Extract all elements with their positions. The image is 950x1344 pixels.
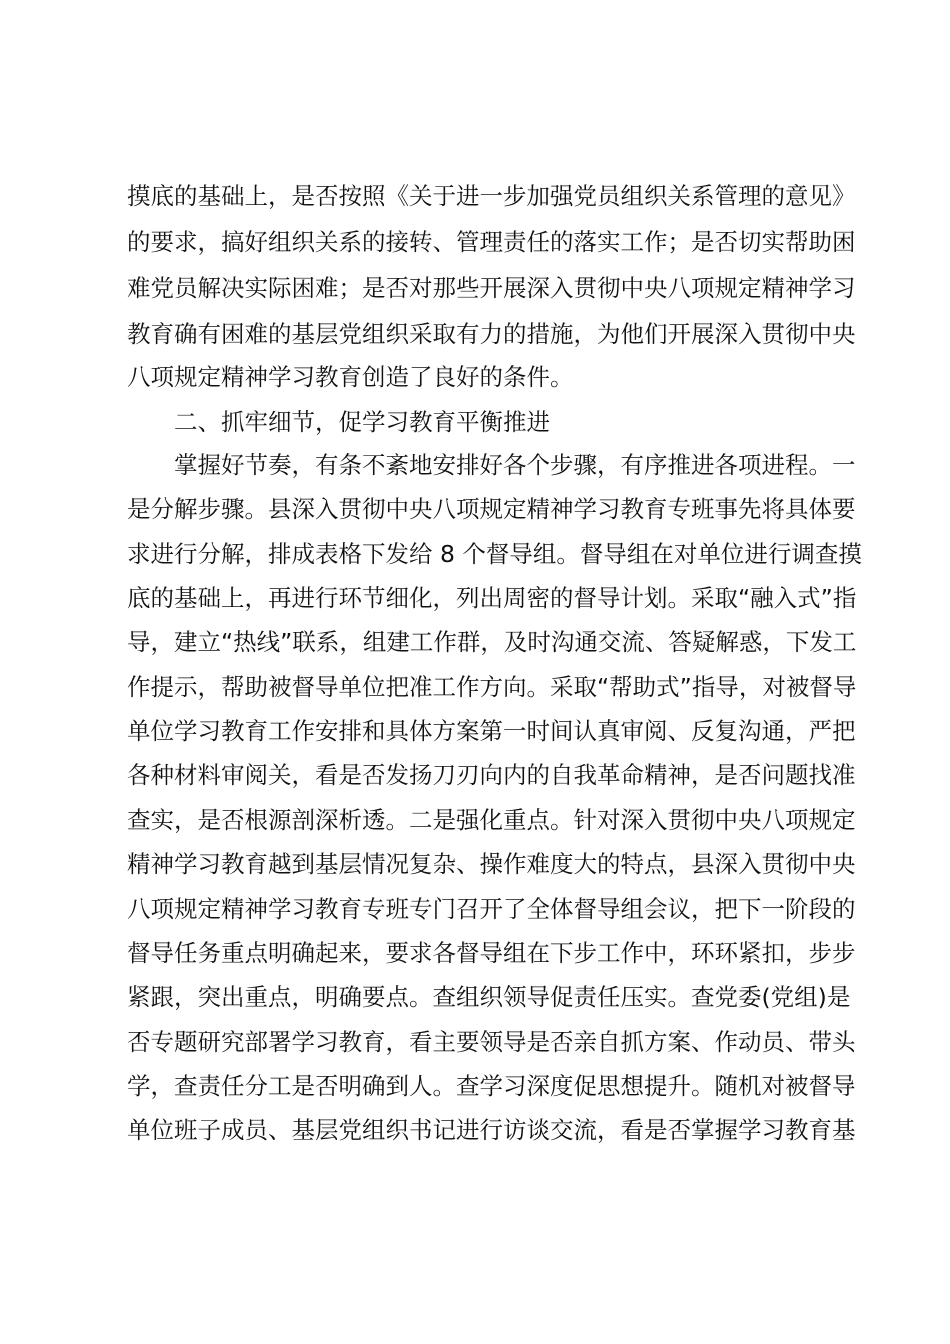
text-line: 求进行分解，排成表格下发给 8 个督导组。督导组在对单位进行调查摸 — [127, 540, 862, 568]
section-heading: 二、抓牢细节，促学习教育平衡推进 — [174, 408, 550, 436]
text-line: 督导任务重点明确起来，要求各督导组在下步工作中，环环紧扣，步步 — [127, 939, 856, 967]
text-line: 各种材料审阅关，看是否发扬刀刃向内的自我革命精神，是否问题找准 — [127, 761, 856, 789]
text-line: 的要求，搞好组织关系的接转、管理责任的落实工作；是否切实帮助困 — [127, 228, 856, 256]
text-line: 掌握好节奏，有条不紊地安排好各个步骤，有序推进各项进程。一 — [174, 451, 856, 479]
text-line: 难党员解决实际困难；是否对那些开展深入贯彻中央八项规定精神学习 — [127, 274, 856, 302]
text-line: 底的基础上，再进行环节细化，列出周密的督导计划。采取“融入式”指 — [127, 584, 857, 612]
text-line: 八项规定精神学习教育专班专门召开了全体督导组会议，把下一阶段的 — [127, 895, 856, 923]
text-line: 是分解步骤。县深入贯彻中央八项规定精神学习教育专班事先将具体要 — [127, 495, 856, 523]
text-line: 导，建立“热线”联系，组建工作群，及时沟通交流、答疑解惑，下发工 — [127, 628, 857, 656]
text-line: 学，查责任分工是否明确到人。查学习深度促思想提升。随机对被督导 — [127, 1072, 856, 1100]
text-line: 查实，是否根源剖深析透。二是强化重点。针对深入贯彻中央八项规定 — [127, 806, 856, 834]
text-line: 单位班子成员、基层党组织书记进行访谈交流，看是否掌握学习教育基 — [127, 1116, 856, 1144]
text-line: 作提示，帮助被督导单位把准工作方向。采取“帮助式”指导，对被督导 — [127, 673, 857, 701]
text-line: 单位学习教育工作安排和具体方案第一时间认真审阅、反复沟通，严把 — [127, 717, 856, 745]
text-line: 否专题研究部署学习教育，看主要领导是否亲自抓方案、作动员、带头 — [127, 1028, 856, 1056]
text-line: 教育确有困难的基层党组织采取有力的措施，为他们开展深入贯彻中央 — [127, 320, 856, 348]
text-line: 摸底的基础上，是否按照《关于进一步加强党员组织关系管理的意见》 — [127, 182, 856, 210]
text-line: 八项规定精神学习教育创造了良好的条件。 — [127, 363, 574, 391]
text-line: 紧跟，突出重点，明确要点。查组织领导促责任压实。查党委(党组)是 — [127, 983, 851, 1011]
text-line: 精神学习教育越到基层情况复杂、操作难度大的特点，县深入贯彻中央 — [127, 850, 856, 878]
